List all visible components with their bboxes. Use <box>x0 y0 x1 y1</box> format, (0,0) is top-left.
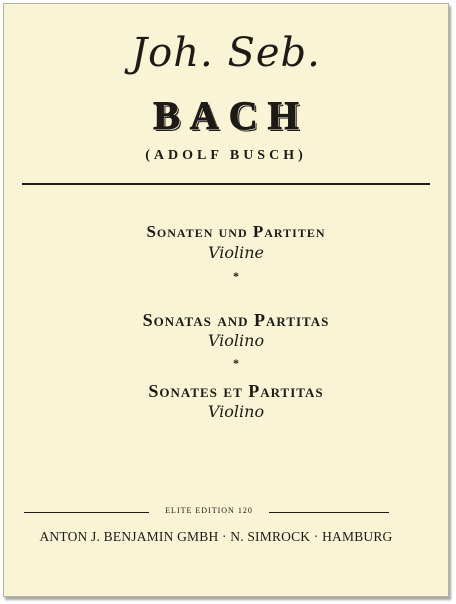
title-german: Sonaten und Partiten <box>146 222 326 241</box>
header-divider <box>22 183 430 185</box>
instrument-french: Violino <box>207 402 265 421</box>
title-english: Sonatas and Partitas <box>142 310 330 330</box>
editor-credit: (ADOLF BUSCH) <box>145 148 307 163</box>
edition-number: ELITE EDITION 120 <box>165 506 253 515</box>
composer-first-names: Joh. Seb. <box>131 30 321 76</box>
footer-rule-right <box>269 512 389 513</box>
publisher-line: ANTON J. BENJAMIN GMBH · N. SIMROCK · HAMBURG <box>39 529 393 544</box>
composer-surname: BACH <box>153 93 309 138</box>
footer-rule-left <box>24 512 149 513</box>
star-separator: * <box>233 269 239 283</box>
star-separator: * <box>233 356 239 370</box>
instrument-english: Violino <box>207 331 265 350</box>
instrument-german: Violine <box>207 243 265 262</box>
title-french: Sonates et Partitas <box>148 381 324 401</box>
score-cover <box>3 3 449 597</box>
